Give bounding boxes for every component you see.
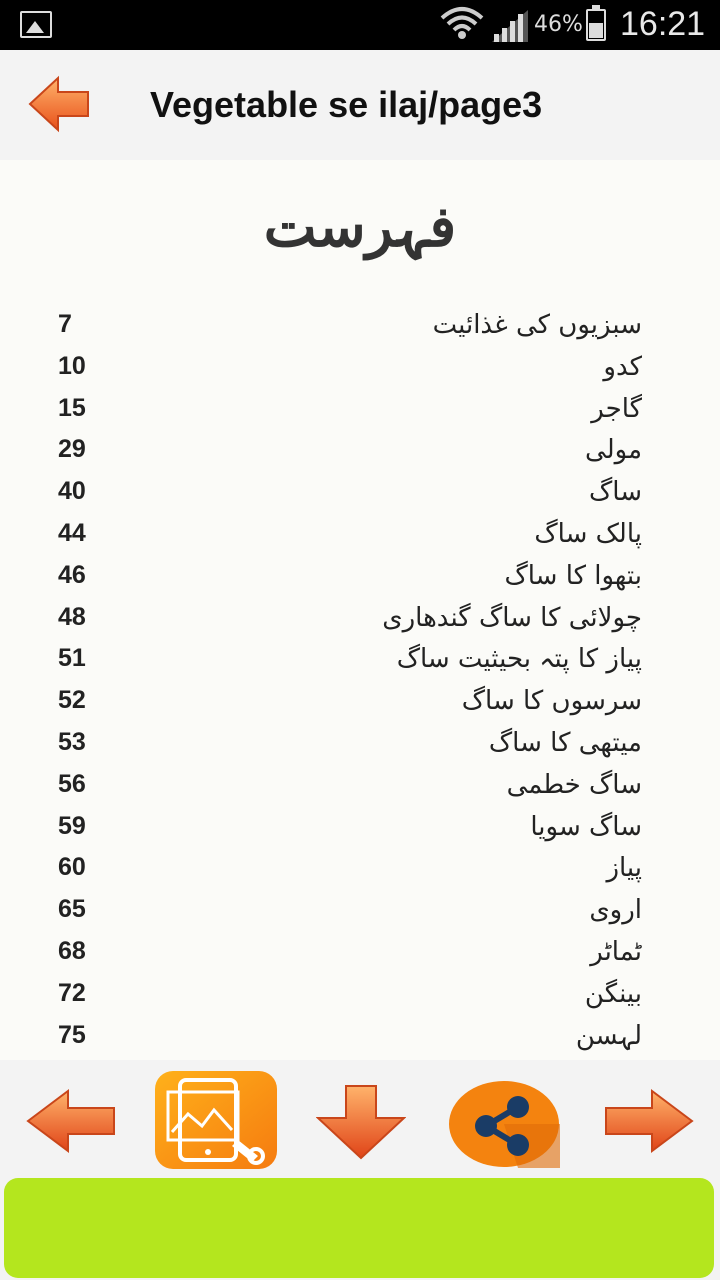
battery-percent: 46% [534, 12, 583, 37]
toc-entry-label: بتھوا کا ساگ [504, 560, 642, 591]
toc-entry-label: ساگ [589, 477, 642, 508]
arrow-left-icon [26, 1088, 116, 1154]
app-tools-icon [154, 1070, 278, 1170]
toc-page-number: 59 [58, 811, 86, 840]
book-page [0, 160, 720, 1060]
toc-row [0, 644, 720, 684]
toc-entry-label: ساگ خطمی [506, 769, 642, 800]
toc-row [0, 435, 720, 475]
status-bar [0, 0, 720, 50]
toc-heading: فہرست [263, 194, 457, 260]
toc-entry-label: کدو [603, 351, 642, 382]
toc-row [0, 895, 720, 935]
toc-page-number: 29 [58, 435, 86, 464]
back-button[interactable] [28, 74, 92, 134]
arrow-right-icon [604, 1088, 694, 1154]
toc-page-number: 7 [58, 310, 72, 338]
toc-entry-label: مولی [585, 435, 642, 466]
arrow-down-icon [316, 1084, 406, 1160]
share-icon [448, 1080, 560, 1168]
toc-page-number: 10 [58, 351, 86, 380]
toc-page-number: 75 [58, 1020, 86, 1049]
app-header [0, 50, 720, 160]
clock: 16:21 [620, 5, 706, 43]
toc-page-number: 68 [58, 937, 86, 965]
toc-entry-label: ٹماٹر [590, 937, 642, 967]
toc-row [0, 728, 720, 768]
toc-row [0, 812, 720, 852]
toc-page-number: 40 [58, 477, 86, 506]
prev-page-button[interactable] [26, 1088, 116, 1154]
toc-page-number: 56 [58, 769, 86, 798]
toc-page-number: 53 [58, 728, 86, 756]
toc-entry-label: بینگن [584, 978, 642, 1009]
bottom-toolbar [0, 1060, 720, 1180]
toc-row [0, 603, 720, 643]
toc-page-number: 65 [58, 895, 86, 924]
share-button[interactable] [448, 1080, 560, 1168]
toc-entry-label: پیاز [606, 853, 642, 884]
toc-row [0, 561, 720, 601]
page-title: Vegetable se ilaj/page3 [150, 84, 543, 125]
toc-entry-label: ساگ سویا [530, 811, 642, 842]
toc-row [0, 477, 720, 517]
gallery-notification-icon [20, 11, 52, 38]
ad-banner[interactable] [4, 1178, 714, 1278]
toc-page-number: 44 [58, 519, 86, 547]
toc-row [0, 853, 720, 893]
toc-entry-label: گاجر [591, 393, 642, 424]
toc-entry-label: میتھی کا ساگ [488, 728, 642, 758]
next-page-button[interactable] [604, 1088, 694, 1154]
signal-icon [492, 10, 528, 42]
toc-page-number: 15 [58, 393, 86, 422]
battery-icon [586, 9, 606, 41]
toc-row [0, 352, 720, 392]
toc-page-number: 46 [58, 560, 86, 589]
apps-tools-button[interactable] [154, 1070, 278, 1170]
toc-entry-label: پیاز کا پتہ بحیثیت ساگ [396, 644, 642, 675]
toc-page-number: 51 [58, 644, 86, 673]
toc-row [0, 394, 720, 434]
toc-row [0, 519, 720, 559]
toc-row [0, 686, 720, 726]
toc-row [0, 1021, 720, 1060]
toc-page-number: 52 [58, 686, 86, 715]
toc-row [0, 310, 720, 350]
arrow-left-icon [28, 74, 92, 134]
toc-page-number: 60 [58, 853, 86, 882]
wifi-icon [440, 6, 484, 44]
toc-row [0, 979, 720, 1019]
toc-row [0, 937, 720, 977]
toc-entry-label: اروی [589, 895, 642, 926]
toc-entry-label: چولائی کا ساگ گندھاری [382, 602, 642, 633]
toc-row [0, 770, 720, 810]
scroll-down-button[interactable] [316, 1084, 406, 1160]
toc-entry-label: سبزیوں کی غذائیت [432, 310, 642, 340]
toc-entry-label: پالک ساگ [534, 519, 642, 549]
toc-page-number: 72 [58, 978, 86, 1007]
toc-entry-label: سرسوں کا ساگ [461, 686, 642, 717]
toc-page-number: 48 [58, 602, 86, 631]
toc-entry-label: لہسن [575, 1020, 642, 1051]
